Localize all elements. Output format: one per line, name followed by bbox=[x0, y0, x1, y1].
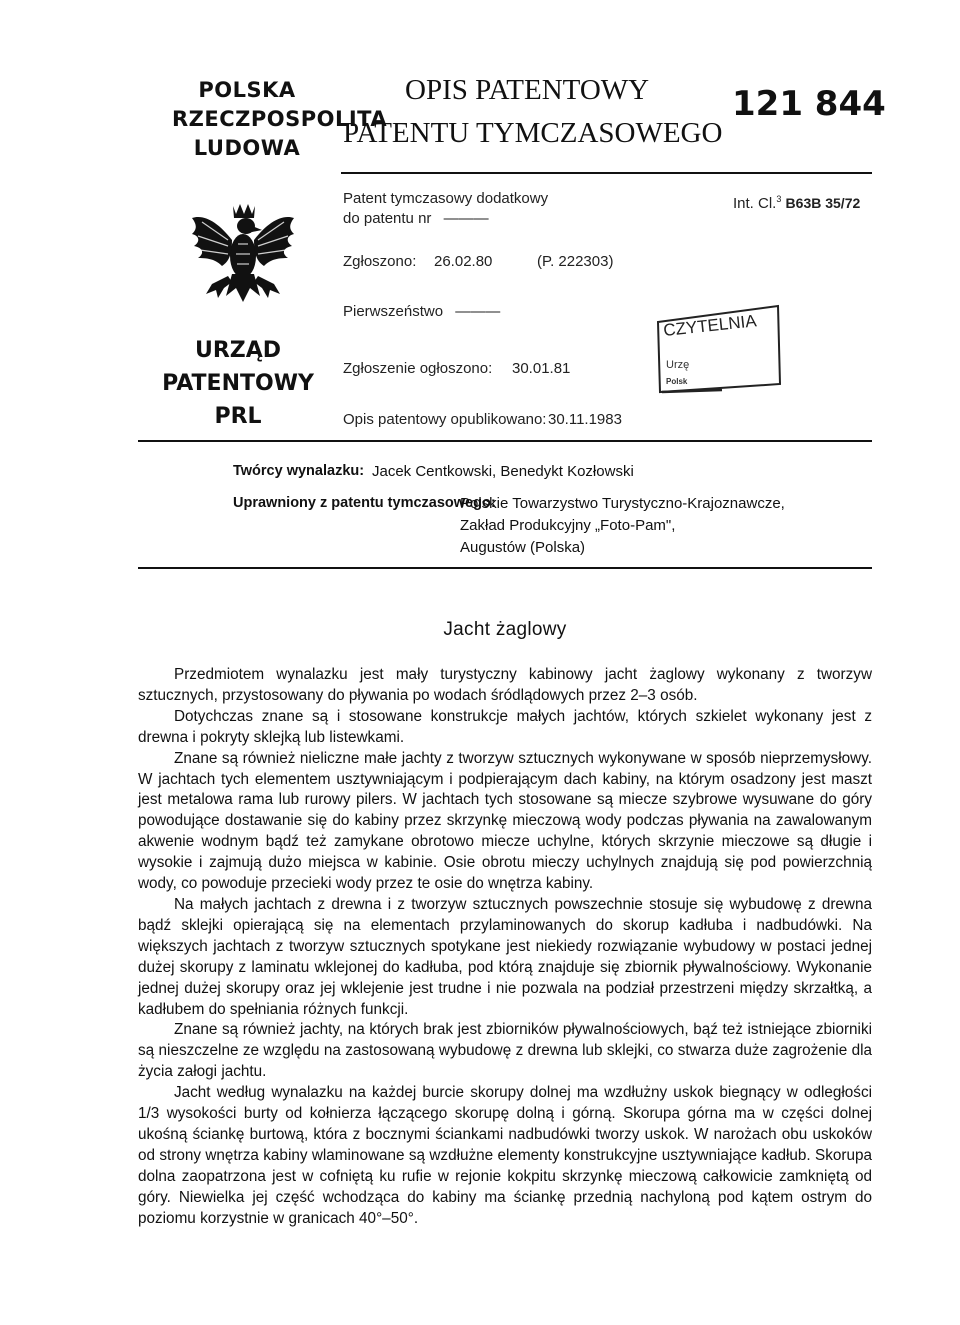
int-cl bbox=[733, 194, 860, 212]
library-stamp bbox=[652, 300, 784, 398]
country-name bbox=[172, 76, 388, 163]
header-rule bbox=[341, 172, 872, 174]
paragraph: Na małych jachtach z drewna i z tworzyw sztucznych powszechnie stosuje się wybudowę z drewna bądź sklejki opierającą się na elementach przylaminowanych do skorup kadłuba i nadbudówki. Na większych jachtach z tworzyw sztucznych spotykane jest niekiedy rozwiązanie wybudowy w postaci jednej dużej skorupy z laminatu wklejonej do kadłuba, pod którą znajduje się zbiornik pływalnościowy. Wykonanie jednej dużej skorupy oraz jej wklejenie jest trudne i nie pozwala na podział przestrzeni między skrzałtką, a kadłubem do spełniania różnych funkcji. bbox=[138, 895, 872, 1018]
document-subtype: PATENTU TYMCZASOWEGO bbox=[343, 117, 723, 149]
holder-line: Augustów (Polska) bbox=[460, 539, 586, 556]
office-line: URZĄD bbox=[194, 338, 282, 363]
stamp-title: CZYTELNIA bbox=[662, 311, 758, 340]
inventors-value: Jacek Centkowski, Benedykt Kozłowski bbox=[372, 463, 634, 480]
additional-patent-line2 bbox=[343, 210, 489, 227]
empty-value-dash: ——— bbox=[455, 303, 501, 320]
document-type: OPIS PATENTOWY bbox=[405, 74, 650, 106]
country-line: LUDOWA bbox=[193, 136, 301, 160]
int-cl-value: B63B 35/72 bbox=[785, 195, 861, 211]
int-cl-sup: 3 bbox=[776, 194, 782, 204]
country-line: RZECZPOSPOLITA bbox=[172, 107, 388, 131]
paragraph: Znane są również nieliczne małe jachty z tworzyw sztucznych wykonywane w sposób nieprzemysłowy. W jachtach tych elementem usztywniającym i podpierającym dach kabiny, na którym osadzony jest maszt jest metalowa rama lub rurowy pilers. W jachtach tych stosowane są miecze szybrowe wysuwane do góry powodujące dostawanie się do kabiny przez skrzynkę mieczową wody podczas pływania na zawalowanym akwenie wodnym bądź też zamykane obrotowo miecze uchylne, których skrzynie mieczowe są długie i wysokie i zajmują dużo miejsca w kabinie. Osie obrotu mieczy uchylnych znajdują się pod powierzchnią wody, co powoduje przecieki wody przez te osie do wnętrza kabiny. bbox=[138, 749, 872, 893]
priority-label: Pierwszeństwo bbox=[343, 303, 444, 320]
announced-date: 30.01.81 bbox=[512, 360, 571, 377]
inventors-label: Twórcy wynalazku: bbox=[233, 463, 365, 479]
priority-line bbox=[343, 303, 500, 320]
paragraph: Znane są również jachty, na których brak jest zbiorników pływalnościowych, bąź też istniejące zbiorniki są nieszczelne ze względu na zastosowaną wybudowę z drewna lub sklejki, co stwarza duże zagrożenie dla życia załogi jachtu. bbox=[138, 1021, 872, 1081]
int-cl-label: Int. Cl. bbox=[733, 195, 777, 212]
section-rule bbox=[138, 567, 872, 569]
filed-date: 26.02.80 bbox=[434, 253, 493, 270]
country-line: POLSKA bbox=[198, 78, 296, 102]
paragraph: Jacht według wynalazku na każdej burcie skorupy dolnej ma wzdłużny uskok biegnący w odległości 1/3 wysokości burty od kołnierza łączącego skorupę dolną i górną. Skorupa górna ma w części dolnej ukośną ściankę burtową, która z bocznymi ściankami nadbudówki tworzy uskok. W narożach obu uskoków od strony wnętrza kabiny wlaminowane są wzdłużne elementy konstrukcyjne usztywniające kadłub. Skorupa dolna zaopatrzona jest w cofniętą ku rufie w rejonie kokpitu skrzynkę mieczową całkowicie zamkniętą od góry. Niewielka jej część wchodząca do kabiny ma ściankę przednią nachyloną pod kątem ostrym do poziomu korzystnie w granicach 40°–50°. bbox=[138, 1084, 872, 1227]
paragraph: Przedmiotem wynalazku jest mały turystyczny kabinowy jacht żaglowy wykonany z tworzyw sztucznych, przystosowany do pływania po wodach śródlądowych przez 2–3 osób. bbox=[138, 666, 872, 704]
eagle-emblem-icon bbox=[188, 200, 298, 318]
empty-value-dash: ——— bbox=[443, 210, 489, 227]
filed-label: Zgłoszono: bbox=[343, 253, 417, 270]
announced-label: Zgłoszenie ogłoszono: bbox=[343, 360, 493, 377]
holder-label: Uprawniony z patentu tymczasowego: bbox=[233, 495, 496, 511]
patent-number: 121 844 bbox=[732, 84, 886, 124]
holder-line: Zakład Produkcyjny „Foto-Pam", bbox=[460, 517, 676, 534]
stamp-line1: Urzę bbox=[666, 359, 690, 371]
additional-patent-line1: Patent tymczasowy dodatkowy bbox=[343, 190, 549, 207]
published-label: Opis patentowy opublikowano: bbox=[343, 411, 547, 428]
published-date: 30.11.1983 bbox=[548, 411, 622, 428]
stamp-line2: Polsk bbox=[666, 377, 688, 386]
office-line: PRL bbox=[214, 404, 262, 429]
office-line: PATENTOWY bbox=[162, 371, 314, 396]
patent-office-name bbox=[158, 334, 318, 433]
section-rule bbox=[138, 440, 872, 442]
holder-line: Polskie Towarzystwo Turystyczno-Krajoznawcze, bbox=[460, 495, 785, 512]
paragraph: Dotychczas znane są i stosowane konstrukcje małych jachtów, których szkielet wykonany jest z drewna i pokryty sklejką lub listewkami. bbox=[138, 707, 872, 746]
application-number: (P. 222303) bbox=[537, 253, 614, 270]
additional-patent-label: do patentu nr bbox=[343, 210, 432, 227]
invention-title: Jacht żaglowy bbox=[443, 619, 567, 640]
description-body bbox=[138, 665, 872, 1229]
